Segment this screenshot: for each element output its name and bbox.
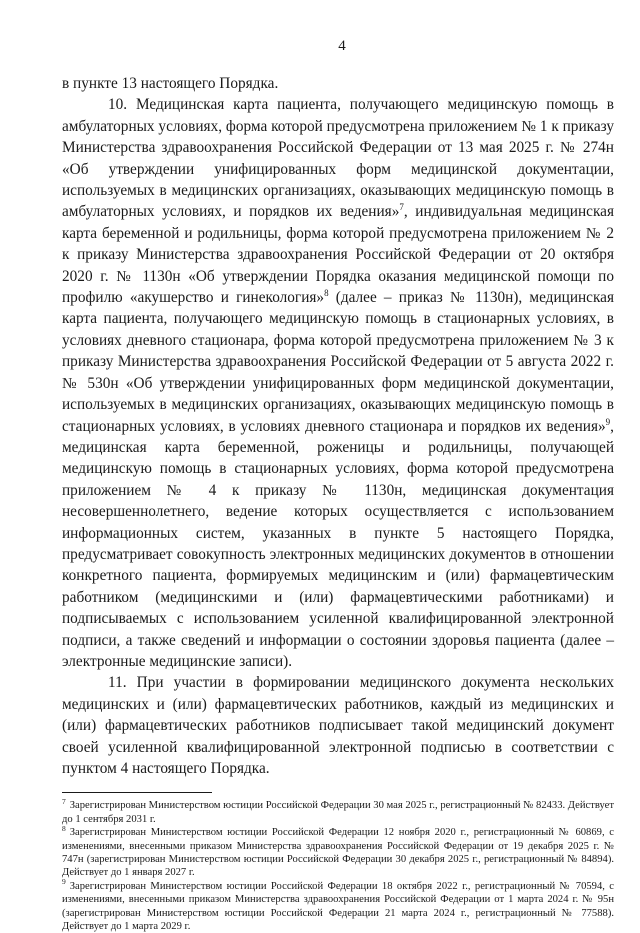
paragraph-10-part-4: , медицинская карта беременной, роженицы и родильницы, получающей медицинскую помощь в стационарных условиях, форма которой предусмотрена приложением № 4 к приказу № 1130н, медицинская документация несовершеннолетнего, ведение которых осуществляется с использованием информационных систем, указанных в пункте 5 настоящего Порядка, предусматривает совокупность электронных медицинских документов в отношении конкретного пациента, формируемых медицинским и (или) фармацевтическим работником (медицинскими и (или) фармацевтическими работниками) и подписываемых с использованием усиленной квалифицированной электронной подписи, а также сведений и информации о состоянии здоровья пациента (далее – электронные медицинские записи). xyxy=(62,417,614,670)
footnote-7 xyxy=(62,796,614,826)
footnote-separator xyxy=(62,792,212,793)
footnote-text-8: Зарегистрирован Министерством юстиции Российской Федерации 12 ноября 2020 г., регистрационный № 60869, с изменениями, внесенными приказом Министерства здравоохранения Российской Федерации от 19 декабря 2025 г. № 747н (зарегистрирован Министерством юстиции Российской Федерации 30 декабря 2025 г., регистрационный № 84894). Действует до 1 января 2027 г. xyxy=(62,827,614,879)
body-text xyxy=(62,73,614,779)
document-page xyxy=(62,38,614,933)
footnote-8 xyxy=(62,823,614,880)
footnote-text-9: Зарегистрирован Министерством юстиции Российской Федерации 18 октября 2022 г., регистрационный № 70594, с изменениями, внесенными приказом Министерства здравоохранения Российской Федерации от 1 марта 2024 г. № 95н (зарегистрирован Министерством юстиции Российской Федерации 21 марта 2024 г., регистрационный № 77588). Действует до 1 марта 2029 г. xyxy=(62,880,614,933)
paragraph-continuation: в пункте 13 настоящего Порядка. xyxy=(62,75,279,92)
footnote-ref-7[interactable]: 7 xyxy=(399,202,404,213)
paragraph-11: 11. При участии в формировании медицинского документа нескольких медицинских и (или) фармацевтических работников, каждый из медицинских и (или) фармацевтических работников подписывает такой медицинский документ своей усиленной квалифицированной электронной подписью в соответствии с пунктом 4 настоящего Порядка. xyxy=(62,674,614,777)
paragraph-10-part-3: (далее – приказ № 1130н), медицинская карта пациента, получающего медицинскую помощь в стационарных условиях, в условиях дневного стационара, форма которой предусмотрена приложением № 3 к приказу Министерства здравоохранения Российской Федерации от 5 августа 2022 г. № 530н «Об утверждении унифицированных форм медицинской документации, используемых в медицинских организациях, оказывающих медицинскую помощь в стационарных условиях, в условиях дневного стационара и порядков их ведения» xyxy=(62,289,615,435)
page-number: 4 xyxy=(338,38,346,54)
footnote-9 xyxy=(62,877,614,933)
paragraph-10-part-1: 10. Медицинская карта пациента, получающего медицинскую помощь в амбулаторных условиях, форма которой предусмотрена приложением № 1 к приказу Министерства здравоохранения Российской Федерации от 13 мая 2025 г. № 274н «Об утверждении унифицированных форм медицинской документации, используемых в медицинских организациях, оказывающих медицинскую помощь в амбулаторных условиях, и порядков их ведения» xyxy=(62,96,614,221)
footnote-ref-8[interactable]: 8 xyxy=(324,287,329,298)
paragraph-10 xyxy=(62,94,614,672)
footnote-mark-7: 7 xyxy=(62,796,66,806)
paragraph-10-part-2: , индивидуальная медицинская карта беременной и родильницы, форма которой предусмотрена приложением № 2 к приказу Министерства здравоохранения Российской Федерации от 20 октября 2020 г. № 1130н «Об утверждении Порядка оказания медицинской помощи по профилю «акушерство и гинекология» xyxy=(62,203,614,307)
footnote-text-7: Зарегистрирован Министерством юстиции Российской Федерации 30 мая 2025 г., регистрационный № 82433. Действует до 1 сентября 2031 г. xyxy=(62,800,614,825)
footnote-ref-9[interactable]: 9 xyxy=(605,416,611,427)
footnote-mark-8: 8 xyxy=(62,823,66,833)
footnote-mark-9: 9 xyxy=(62,877,66,887)
footnotes xyxy=(62,796,614,933)
